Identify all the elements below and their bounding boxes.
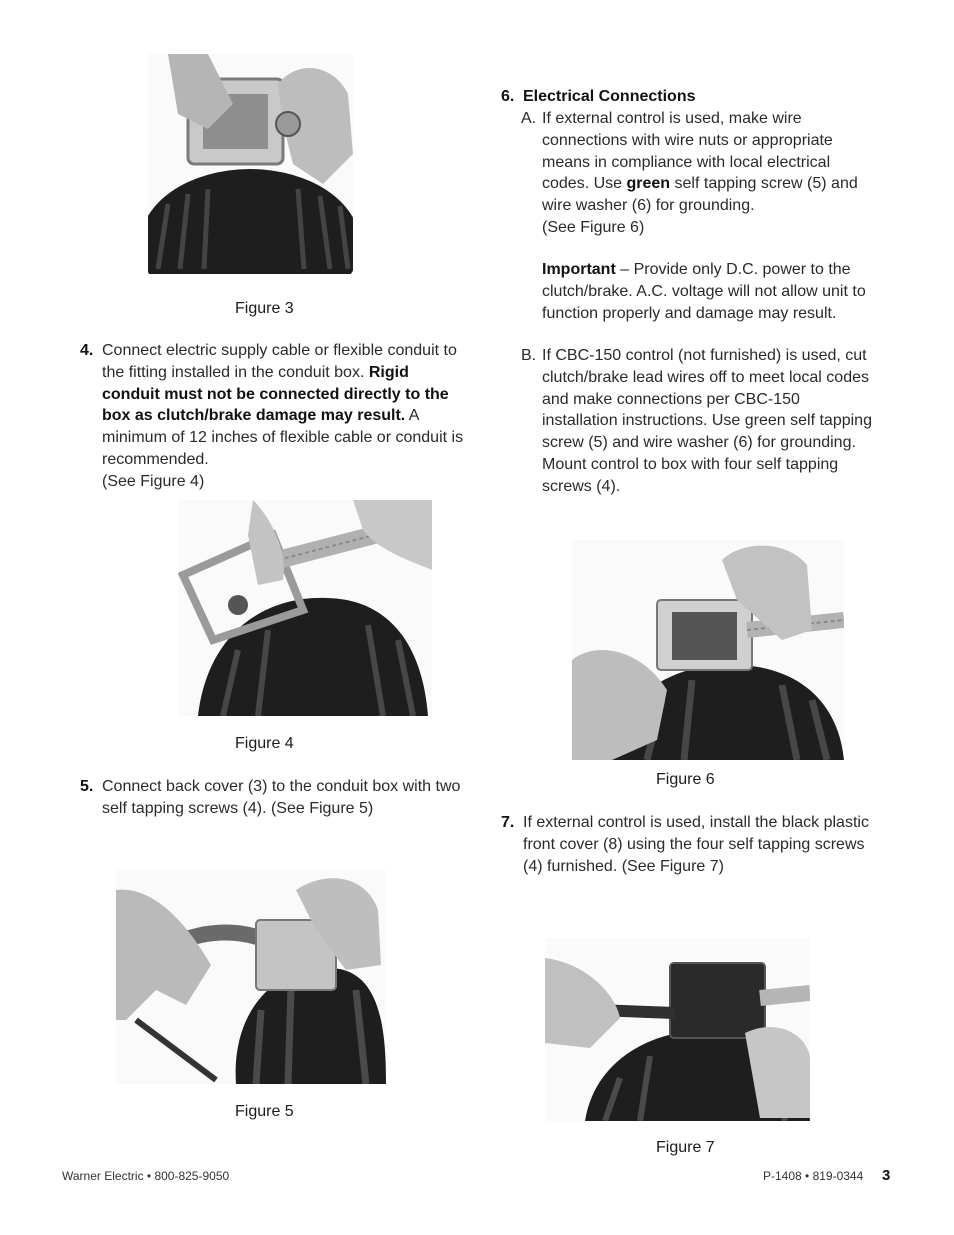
figure-4-caption: Figure 4 bbox=[235, 735, 294, 752]
figure-4-photo bbox=[178, 500, 432, 716]
step-4-text bbox=[102, 340, 464, 493]
footer-company-phone: Warner Electric • 800-825-9050 bbox=[62, 1169, 230, 1183]
important-label: Important bbox=[542, 261, 616, 278]
footer-document-number: P-1408 • 819-0344 bbox=[763, 1169, 864, 1183]
step-4-number: 4. bbox=[80, 342, 94, 359]
figure-3-caption: Figure 3 bbox=[235, 300, 294, 317]
step-5-number: 5. bbox=[80, 778, 94, 795]
figure-5-photo bbox=[116, 870, 386, 1084]
page-number: 3 bbox=[882, 1167, 891, 1184]
step-6-important bbox=[542, 259, 874, 324]
step-7-number: 7. bbox=[501, 814, 515, 831]
step-4-text-1: Connect electric supply cable or flexible conduit to the fitting installed in the conduit box. bbox=[102, 342, 457, 381]
step-6b-label: B. bbox=[521, 347, 537, 364]
step-6a-text bbox=[542, 108, 874, 239]
step-6a-text-2: self tapping screw (5) and wire washer (6) for grounding. bbox=[542, 175, 858, 215]
step-6a-reference: (See Figure 6) bbox=[542, 218, 645, 236]
step-6b-text: If CBC-150 control (not furnished) is used, cut clutch/brake lead wires off to meet local codes and make connections per CBC-150 installation instructions. Use green self tapping screw (5) and wire washer (6) for grounding. Mount control to box with four self tapping screws (4). bbox=[542, 347, 872, 495]
step-4-reference: (See Figure 4) bbox=[102, 472, 205, 490]
step-6-number: 6. bbox=[501, 88, 515, 105]
step-6a-green: green bbox=[626, 175, 671, 193]
important-text: – Provide only D.C. power to the clutch/brake. A.C. voltage will not allow unit to function properly and damage may result. bbox=[542, 261, 866, 322]
step-6a-text-1: If external control is used, make wire connections with wire nuts or appropriate means in compliance with local electrical codes. Use bbox=[542, 110, 833, 193]
figure-7-caption: Figure 7 bbox=[656, 1139, 715, 1156]
figure-6-caption: Figure 6 bbox=[656, 771, 715, 788]
step-5-text: Connect back cover (3) to the conduit box with two self tapping screws (4). (See Figure 5) bbox=[102, 778, 461, 817]
figure-7-photo bbox=[545, 938, 810, 1121]
figure-6-photo bbox=[572, 540, 844, 760]
figure-3-photo bbox=[148, 54, 353, 274]
figure-5-caption: Figure 5 bbox=[235, 1103, 294, 1120]
step-4-text-2: A minimum of 12 inches of flexible cable or conduit is recommended. bbox=[102, 407, 464, 468]
step-6-heading: Electrical Connections bbox=[523, 88, 696, 105]
step-4-warning: Rigid conduit must not be connected directly to the box as clutch/brake damage may result. bbox=[102, 363, 449, 425]
step-6a-label: A. bbox=[521, 110, 537, 127]
step-7-text: If external control is used, install the black plastic front cover (8) using the four self tapping screws (4) furnished. (See Figure 7) bbox=[523, 814, 869, 875]
